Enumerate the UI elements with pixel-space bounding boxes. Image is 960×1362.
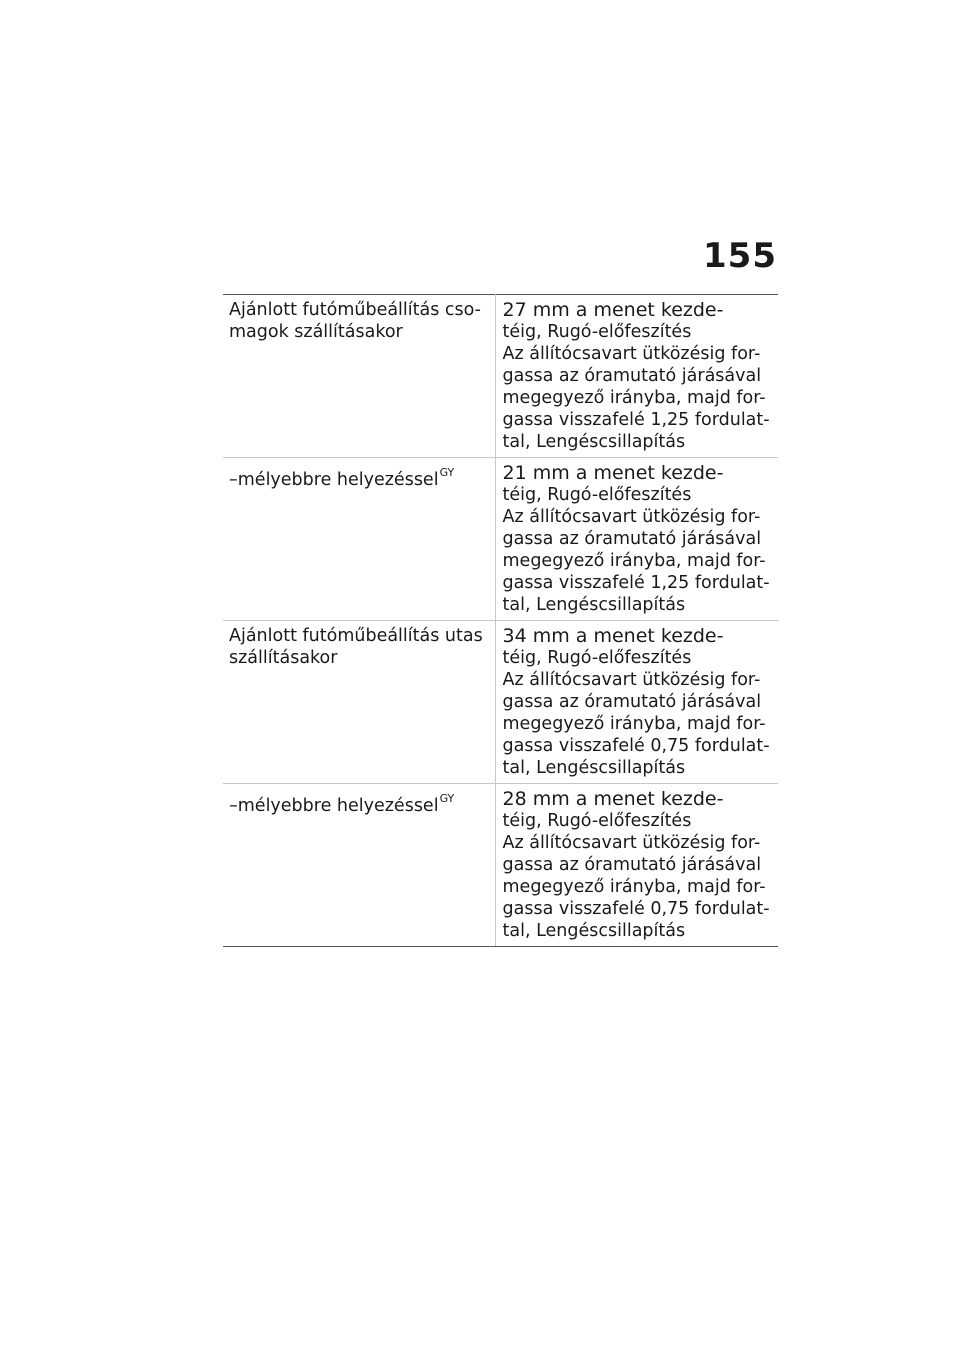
value-line: 27 mm a menet kezde-	[502, 299, 724, 321]
label-line	[229, 788, 485, 817]
value-line: 28 mm a menet kezde-	[502, 788, 724, 810]
label-line: Ajánlott futóműbeállítás cso-	[229, 300, 481, 320]
value-line: téig, Rugó-előfeszítés	[502, 811, 692, 831]
value-line: gassa az óramutató járásával	[502, 529, 762, 549]
label-text: –mélyebbre helyezéssel	[229, 796, 439, 816]
label-line: Ajánlott futóműbeállítás utas	[229, 626, 483, 646]
setting-value	[495, 458, 778, 621]
value-line: megegyező irányba, majd for-	[502, 388, 766, 408]
setting-value	[495, 295, 778, 458]
value-line: 34 mm a menet kezde-	[502, 625, 724, 647]
value-line: megegyező irányba, majd for-	[502, 714, 766, 734]
value-line: gassa az óramutató járásával	[502, 692, 762, 712]
table-row	[223, 784, 778, 947]
setting-label	[223, 295, 495, 458]
value-line: gassa visszafelé 1,25 fordulat-	[502, 573, 770, 593]
label-line	[229, 462, 485, 491]
label-line: magok szállításakor	[229, 322, 403, 342]
table-row	[223, 295, 778, 458]
setting-label	[223, 784, 495, 947]
suspension-settings-table	[223, 294, 778, 947]
value-line: tal, Lengéscsillapítás	[502, 432, 686, 452]
value-line: Az állítócsavart ütközésig for-	[502, 507, 761, 527]
value-line: Az állítócsavart ütközésig for-	[502, 670, 761, 690]
value-line: tal, Lengéscsillapítás	[502, 758, 686, 778]
setting-value	[495, 784, 778, 947]
setting-label	[223, 458, 495, 621]
value-line: Az állítócsavart ütközésig for-	[502, 833, 761, 853]
value-line: tal, Lengéscsillapítás	[502, 595, 686, 615]
label-line: szállításakor	[229, 648, 338, 668]
value-line: gassa az óramutató járásával	[502, 855, 762, 875]
setting-value	[495, 621, 778, 784]
value-line: gassa visszafelé 1,25 fordulat-	[502, 410, 770, 430]
setting-label	[223, 621, 495, 784]
value-line: megegyező irányba, majd for-	[502, 551, 766, 571]
page-number: 155	[703, 236, 777, 276]
value-line: téig, Rugó-előfeszítés	[502, 322, 692, 342]
value-line: megegyező irányba, majd for-	[502, 877, 766, 897]
value-line: 21 mm a menet kezde-	[502, 462, 724, 484]
value-line: téig, Rugó-előfeszítés	[502, 648, 692, 668]
value-line: tal, Lengéscsillapítás	[502, 921, 686, 941]
value-line: téig, Rugó-előfeszítés	[502, 485, 692, 505]
value-line: gassa az óramutató járásával	[502, 366, 762, 386]
footnote-marker: GY	[439, 792, 455, 805]
table-row	[223, 621, 778, 784]
value-line: gassa visszafelé 0,75 fordulat-	[502, 899, 770, 919]
value-line: Az állítócsavart ütközésig for-	[502, 344, 761, 364]
footnote-marker: GY	[439, 466, 455, 479]
table-row	[223, 458, 778, 621]
label-text: –mélyebbre helyezéssel	[229, 470, 439, 490]
value-line: gassa visszafelé 0,75 fordulat-	[502, 736, 770, 756]
